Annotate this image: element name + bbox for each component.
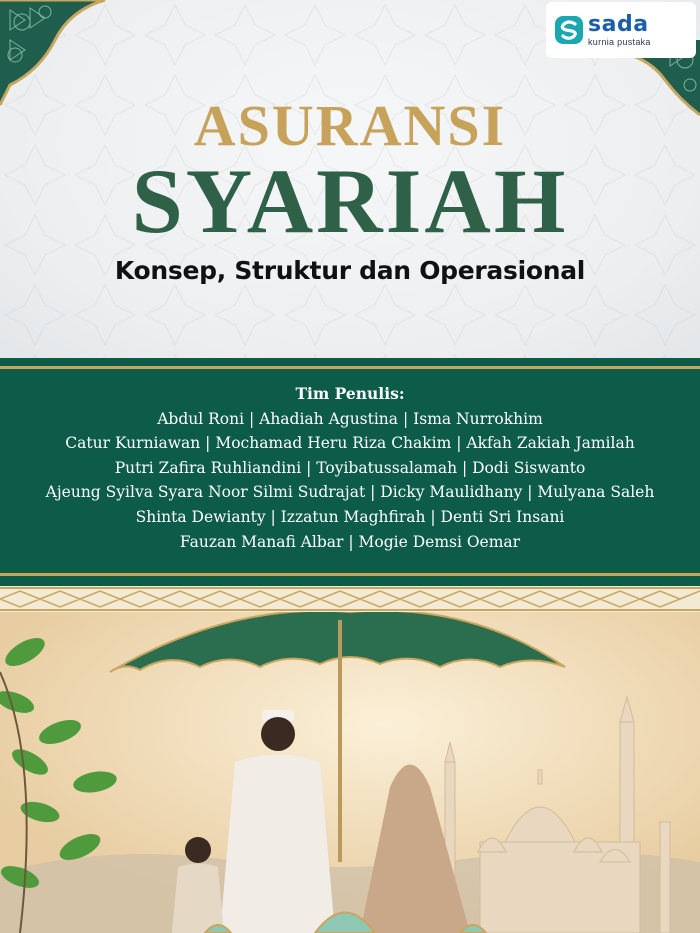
publisher-name: sada [588, 11, 649, 37]
author-line: Fauzan Manafi Albar | Mogie Demsi Oemar [179, 532, 521, 551]
authors-heading: Tim Penulis: [295, 384, 405, 403]
cover-illustration [0, 612, 700, 933]
author-line: Shinta Dewianty | Izzatun Maghfirah | Denti Sri Insani [135, 507, 565, 526]
family-under-umbrella-mosque-illustration [0, 612, 700, 933]
author-line: Putri Zafira Ruhliandini | Toyibatussalamah | Dodi Siswanto [114, 458, 586, 477]
book-title-line1: ASURANSI [193, 93, 507, 158]
author-line: Catur Kurniawan | Mochamad Heru Riza Chakim | Akfah Zakiah Jamilah [65, 434, 635, 453]
author-line: Ajeung Syilva Syara Noor Silmi Sudrajat | Dicky Maulidhany | Mulyana Saleh [45, 483, 655, 502]
sada-logo-icon [554, 15, 584, 45]
book-subtitle: Konsep, Struktur dan Operasional [114, 256, 586, 285]
publisher-tagline: kurnia pustaka [588, 36, 651, 47]
band-divider-bottom [0, 573, 700, 576]
author-line: Abdul Roni | Ahadiah Agustina | Isma Nurrokhim [157, 409, 543, 428]
band-divider-top [0, 366, 700, 369]
authors-block [0, 382, 700, 554]
ornamental-border [0, 586, 700, 612]
publisher-logo [546, 2, 696, 58]
book-title-line2: SYARIAH [131, 150, 569, 252]
